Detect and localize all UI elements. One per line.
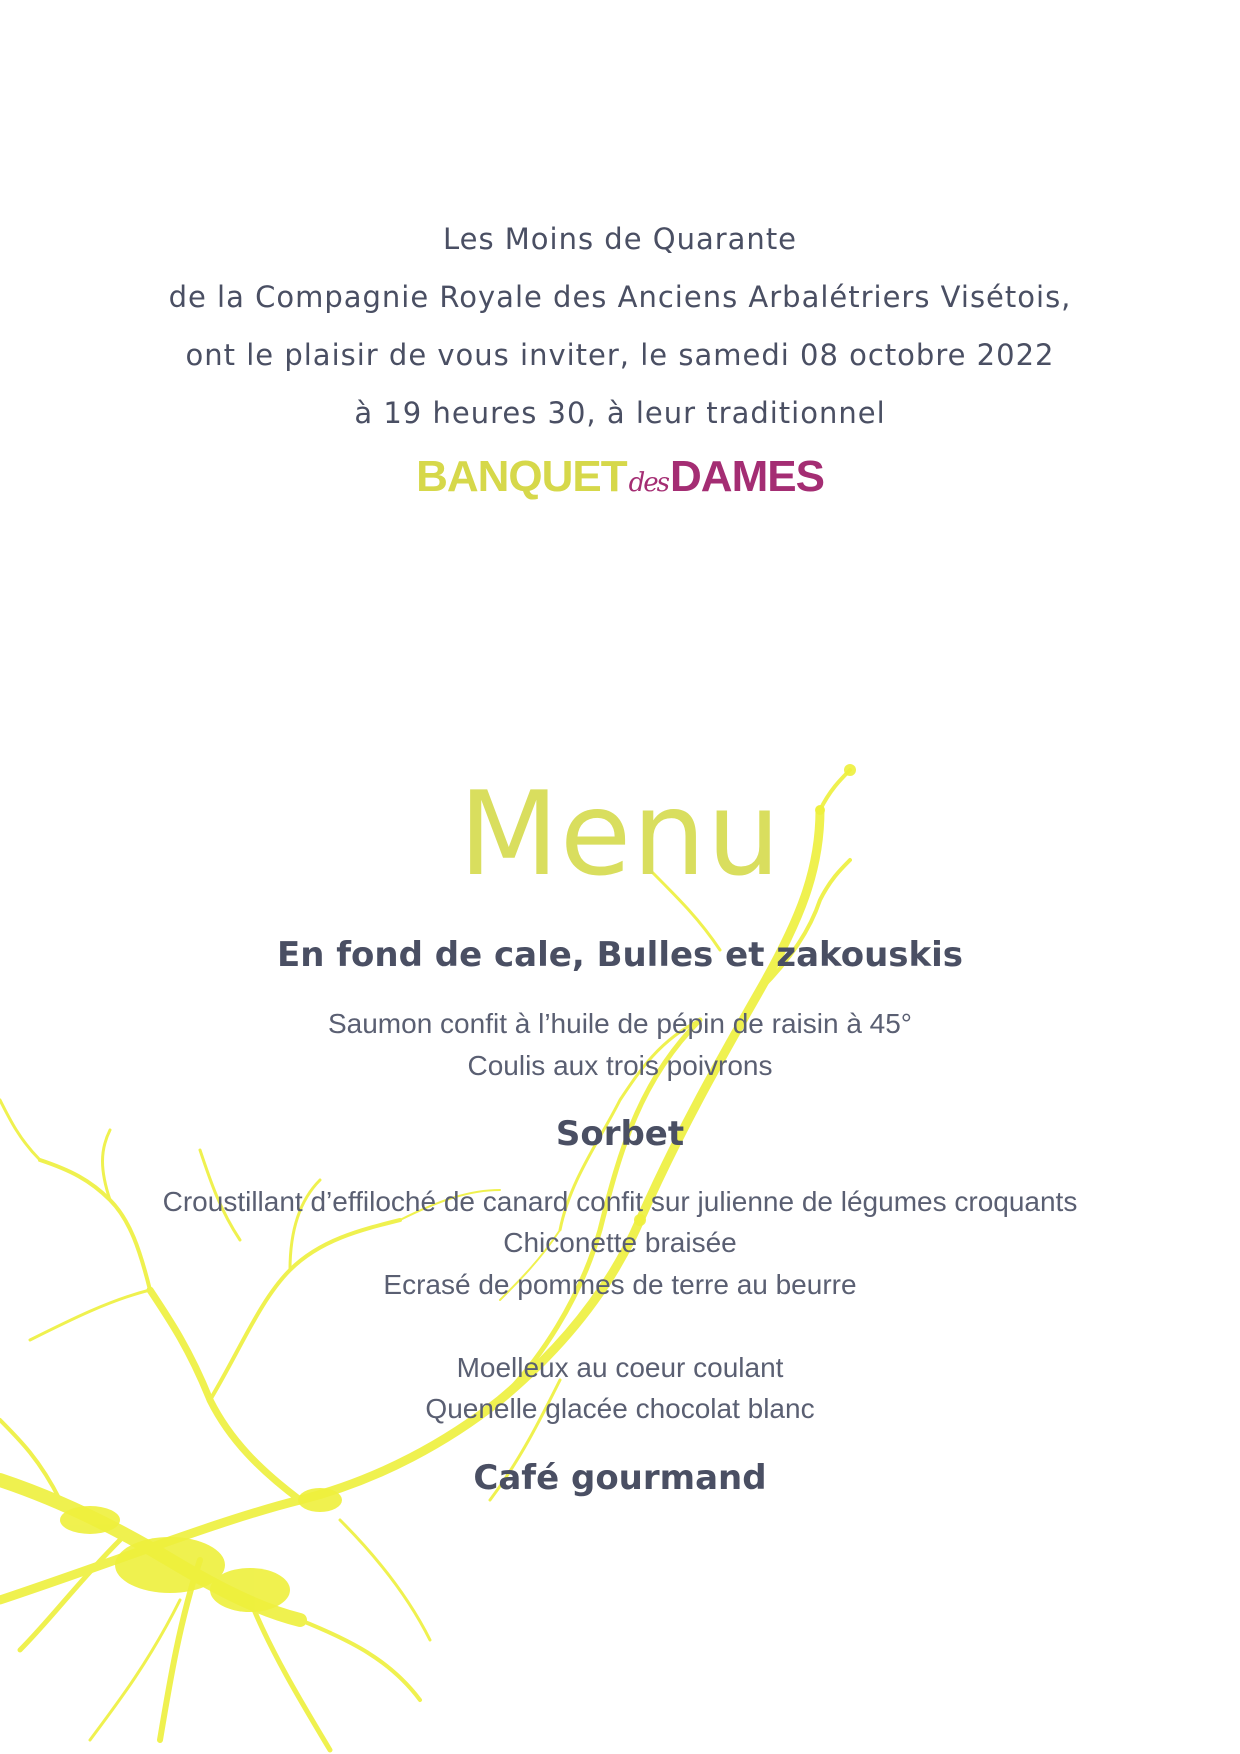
main-dish-2: Chiconette braisée bbox=[503, 1227, 737, 1258]
dessert-dish-1: Moelleux au coeur coulant bbox=[456, 1352, 784, 1383]
main-dish-3: Ecrasé de pommes de terre au beurre bbox=[383, 1269, 857, 1300]
dessert-dish-2: Quenelle glacée chocolat blanc bbox=[425, 1393, 815, 1424]
logo-banquet: BANQUET bbox=[416, 452, 627, 501]
menu-title: Menu bbox=[458, 767, 782, 902]
starter-dish-2: Coulis aux trois poivrons bbox=[467, 1050, 773, 1081]
course-cafe: Café gourmand bbox=[473, 1458, 767, 1498]
starter-dish-1: Saumon confit à l’huile de pépin de raisin à 45° bbox=[327, 1008, 913, 1039]
course-sorbet: Sorbet bbox=[555, 1114, 685, 1154]
banquet-des-dames-logo bbox=[0, 452, 1240, 508]
main-dish-1: Croustillant d’effiloché de canard confit sur julienne de légumes croquants bbox=[162, 1186, 1078, 1217]
course-aperitif: En fond de cale, Bulles et zakouskis bbox=[276, 935, 964, 975]
invitation-line-4: à 19 heures 30, à leur traditionnel bbox=[354, 396, 886, 430]
invitation-line-3: ont le plaisir de vous inviter, le samedi 08 octobre 2022 bbox=[185, 338, 1055, 372]
logo-des: des bbox=[628, 468, 669, 498]
invitation-line-1: Les Moins de Quarante bbox=[442, 222, 798, 256]
invitation-line-2: de la Compagnie Royale des Anciens Arbalétriers Visétois, bbox=[168, 280, 1072, 314]
logo-dames: DAMES bbox=[670, 452, 824, 501]
